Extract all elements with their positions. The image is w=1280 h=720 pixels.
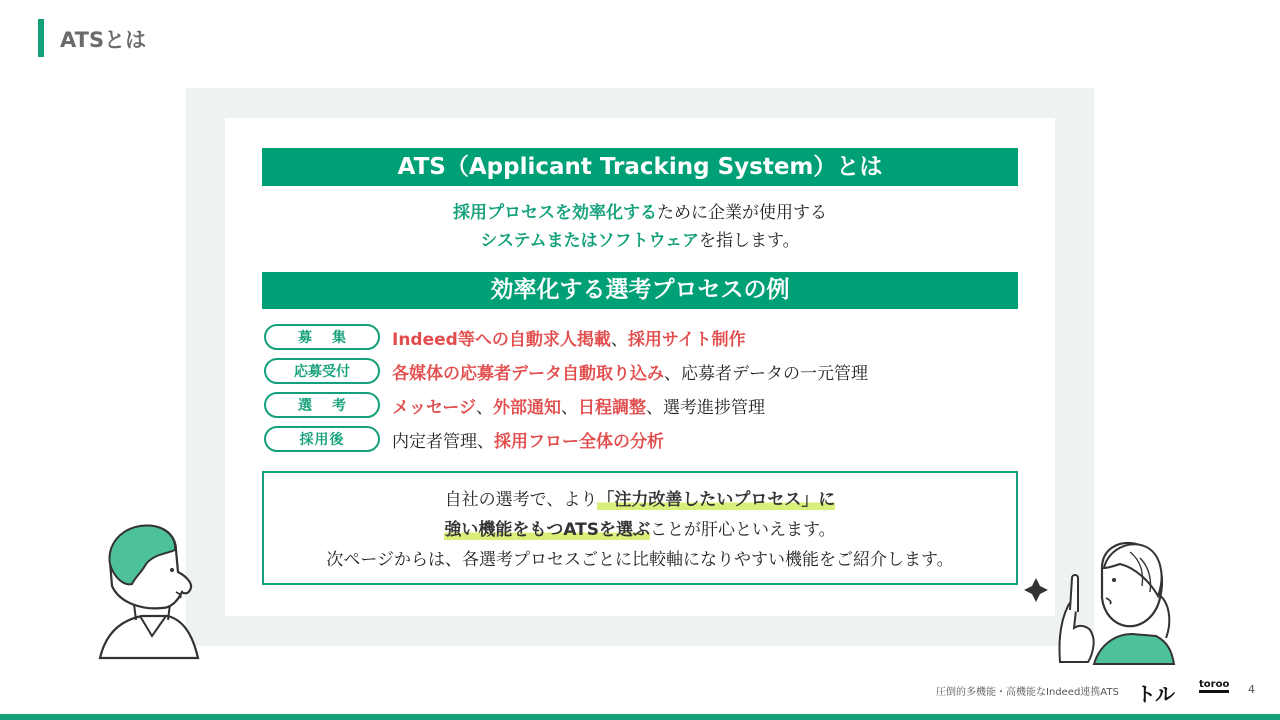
process-examples-heading: 効率化する選考プロセスの例 xyxy=(262,272,1018,309)
process-row-selection xyxy=(264,392,765,418)
intro-text-1: ために企業が使用する xyxy=(657,203,827,223)
title-accent-bar xyxy=(38,19,44,57)
process-text-selection: メッセージ、外部通知、日程調整、選考進捗管理 xyxy=(392,397,765,418)
process-label-after-hiring: 採用後 xyxy=(264,426,380,452)
brand-logo-sub: toroo xyxy=(1199,679,1229,693)
process-row-recruiting xyxy=(264,324,746,350)
process-label-application: 応募受付 xyxy=(264,358,380,384)
summary-line-2: 強い機能をもつATSを選ぶことが肝心といえます。 xyxy=(444,520,836,540)
man-illustration xyxy=(96,520,206,660)
process-label-selection: 選考 xyxy=(264,392,380,418)
intro-line-2 xyxy=(262,226,1018,251)
summary-marker-2: 強い機能をもつATSを選ぶ xyxy=(444,520,651,540)
slide-title: ATSとは xyxy=(60,28,147,52)
intro-text-2: を指します。 xyxy=(698,231,800,251)
process-text-recruiting: Indeed等への自動求人掲載、採用サイト制作 xyxy=(392,329,746,350)
process-row-application xyxy=(264,358,868,384)
bottom-accent-bar xyxy=(0,714,1280,720)
process-text-application: 各媒体の応募者データ自動取り込み、応募者データの一元管理 xyxy=(392,363,868,384)
intro-emphasis-1: 採用プロセスを効率化する xyxy=(453,203,657,223)
process-text-after-hiring: 内定者管理、採用フロー全体の分析 xyxy=(392,431,664,452)
footer-tagline: 圧倒的多機能・高機能なIndeed連携ATS xyxy=(936,687,1119,698)
intro-line-1 xyxy=(262,198,1018,223)
intro-emphasis-2: システムまたはソフトウェア xyxy=(480,231,699,251)
woman-illustration xyxy=(1020,538,1180,666)
summary-marker-1: 「注力改善したいプロセス」に xyxy=(597,490,836,510)
summary-line-3: 次ページからは、各選考プロセスごとに比較軸になりやすい機能をご紹介します。 xyxy=(326,550,954,570)
brand-logo-main: トル xyxy=(1136,682,1174,706)
page-number: 4 xyxy=(1248,683,1255,696)
process-label-recruiting: 募集 xyxy=(264,324,380,350)
summary-line-1: 自社の選考で、より「注力改善したいプロセス」に xyxy=(444,490,836,510)
summary-box xyxy=(262,471,1018,585)
ats-definition-heading: ATS（Applicant Tracking System）とは xyxy=(262,148,1018,186)
process-row-after-hiring xyxy=(264,426,664,452)
